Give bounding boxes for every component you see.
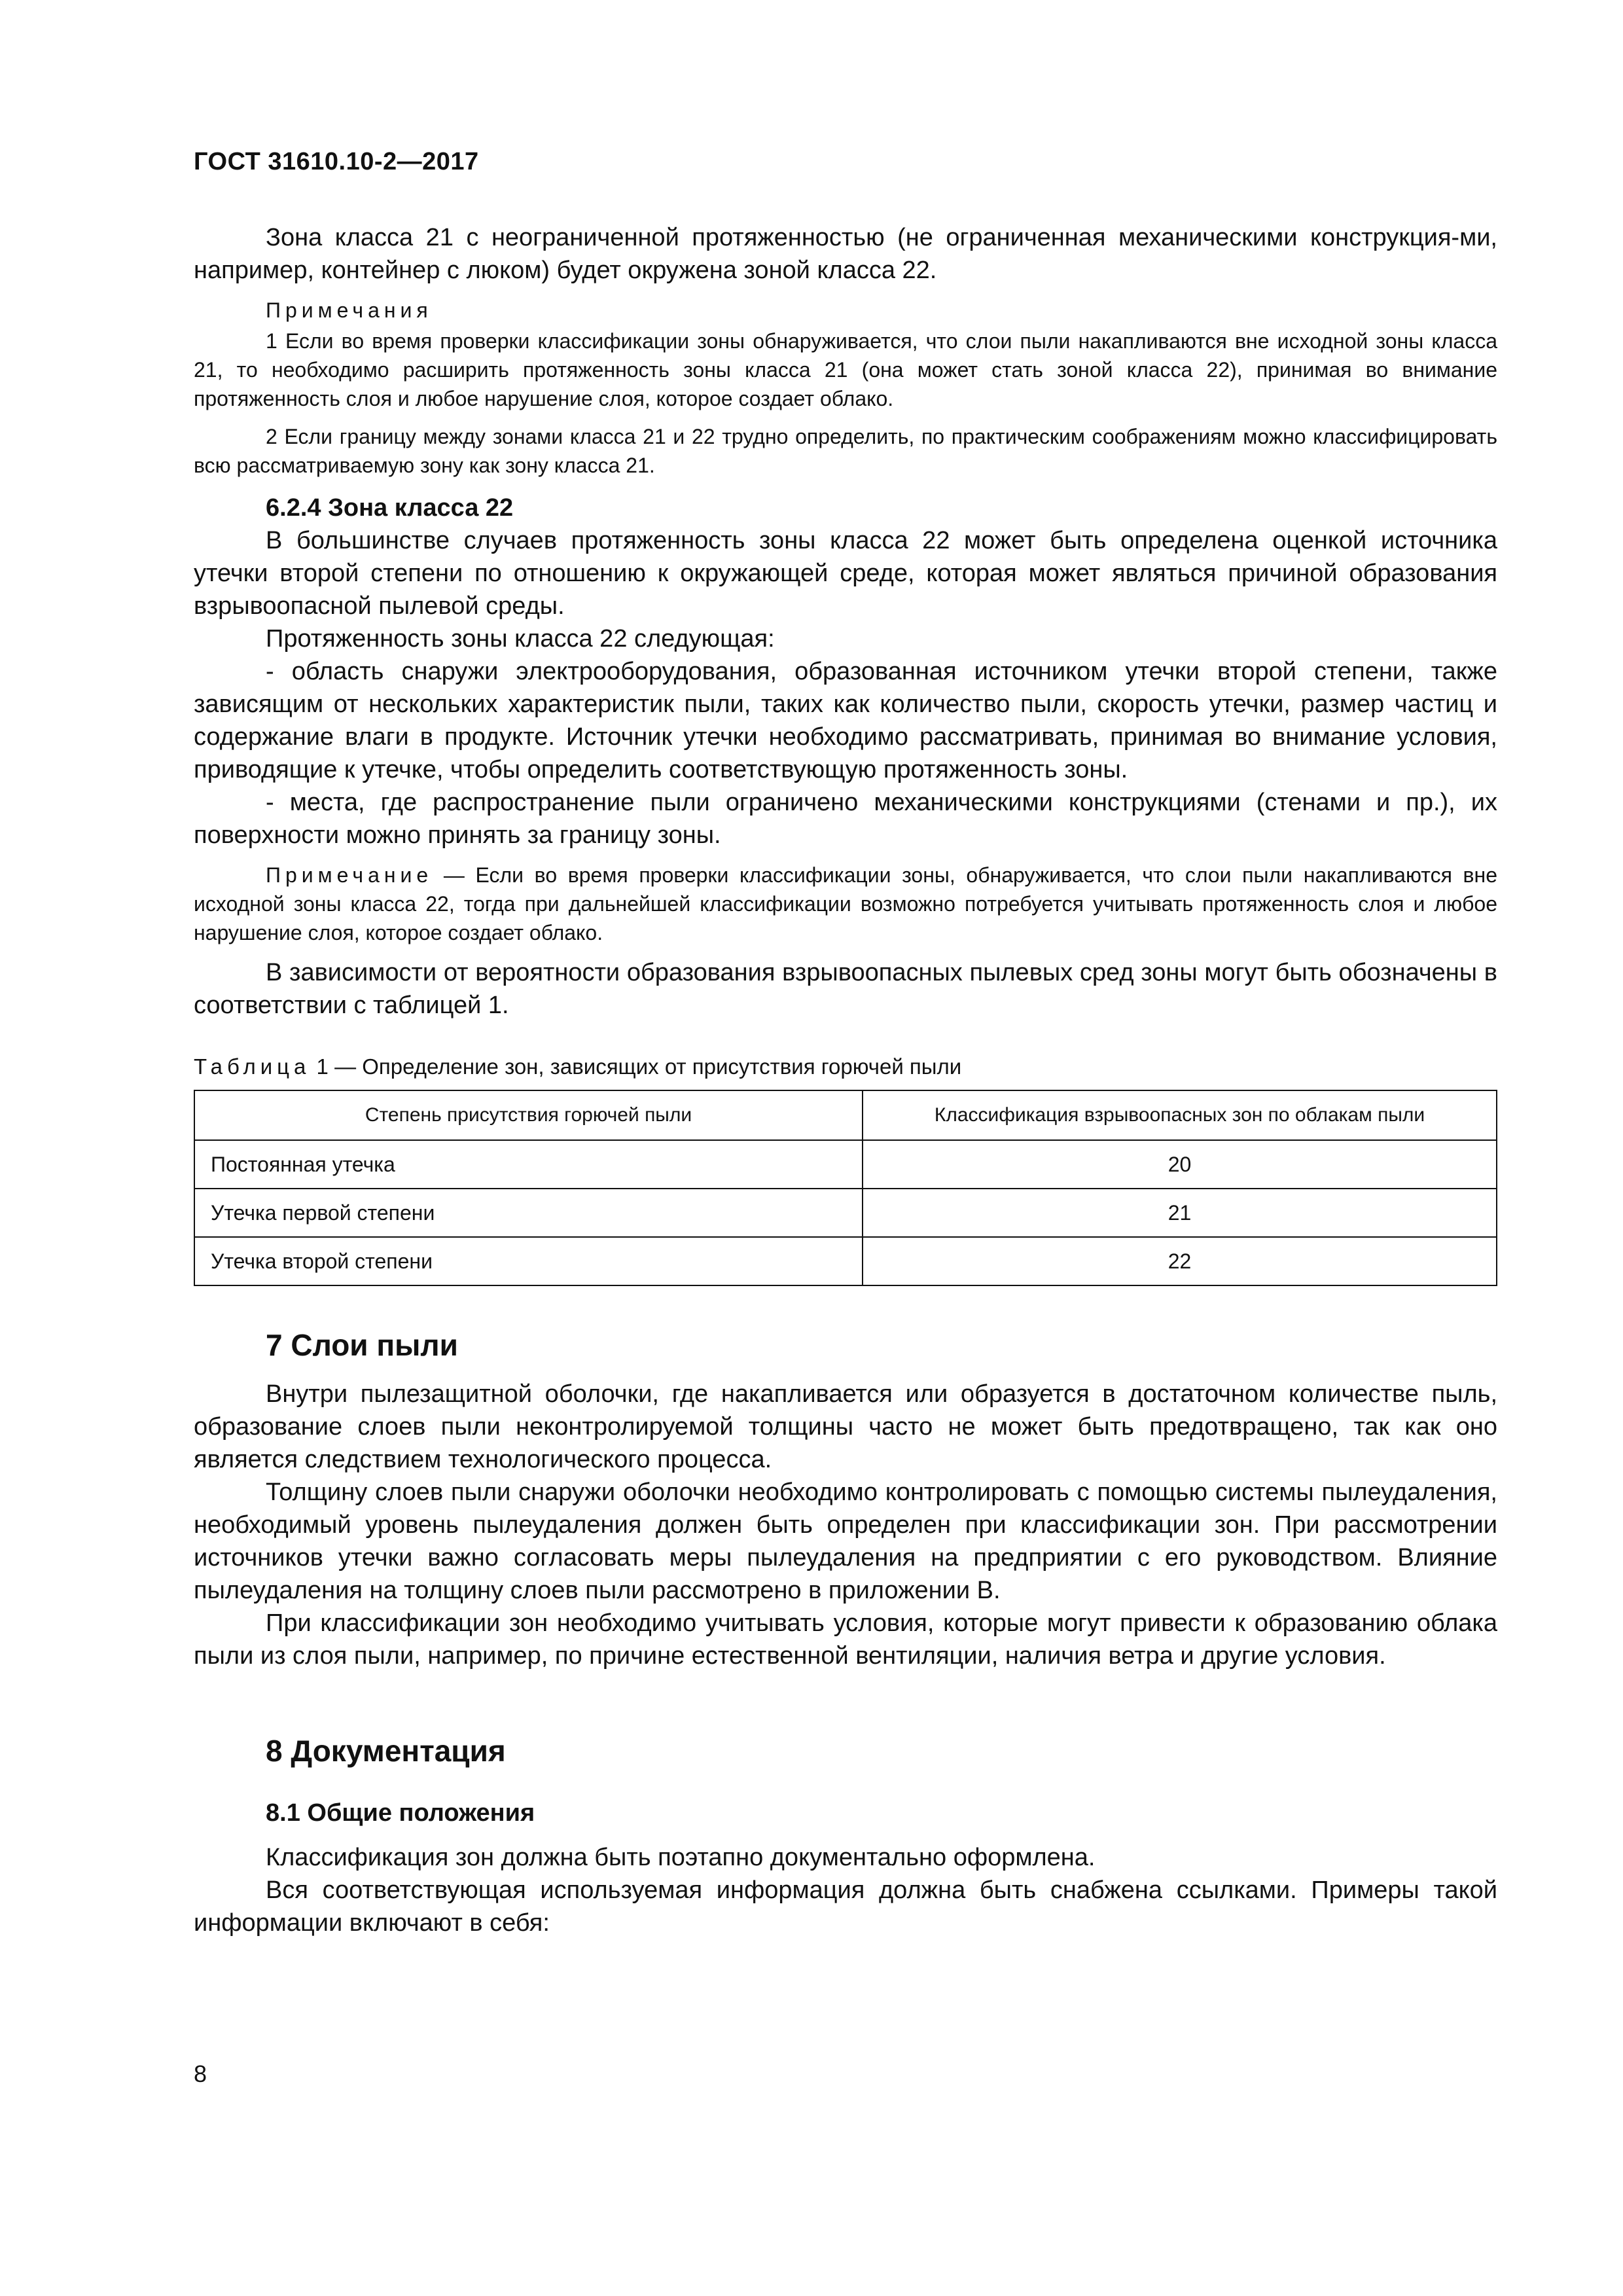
table-cell: Постоянная утечка [194,1140,863,1189]
table-row [194,1140,1497,1189]
zone-definition-table [194,1090,1497,1286]
note-label: Примечание [266,863,433,887]
table-cell: 20 [863,1140,1497,1189]
section-8-heading: 8 Документация [266,1734,506,1768]
section-8-1-paragraph-1: Классификация зон должна быть поэтапно документально оформлена. [266,1844,1096,1871]
section-8-1-heading: 8.1 Общие положения [266,1799,535,1827]
section-6-2-4-paragraph-3: В зависимости от вероятности образования взрывоопасных пылевых сред зоны могут быть обозначены в соответствии с таблицей 1. [194,959,1497,1019]
section-7-heading: 7 Слои пыли [266,1328,458,1362]
table-caption-text: 1 — Определение зон, зависящих от присутствия горючей пыли [310,1054,962,1079]
note-1: 1 Если во время проверки классификации зоны обнаруживается, что слои пыли накапливаются вне исходной зоны класса 21, то необходимо расширить протяженность зоны класса 21 (она может стать зоной класса 22), принимая во внимание протяженность слоя и любое нарушение слоя, которое создает облако. [194,329,1497,410]
table-header-cell: Классификация взрывоопасных зон по облакам пыли [863,1090,1497,1140]
note-2: 2 Если границу между зонами класса 21 и 22 трудно определить, по практическим соображениям можно классифицировать всю рассматриваемую зону как зону класса 21. [194,425,1497,477]
section-6-2-4-paragraph-1: В большинстве случаев протяженность зоны класса 22 может быть определена оценкой источника утечки второй степени по отношению к окружающей среде, которая может являться причиной образования взрывоопасной пылевой среды. [194,527,1497,620]
document-id-header: ГОСТ 31610.10-2—2017 [194,148,479,175]
section-7-paragraph-2: Толщину слоев пыли снаружи оболочки необходимо контролировать с помощью системы пылеудаления, необходимый уровень пылеудаления должен быть определен при классификации зон. При рассмотрении источников утечки важно согласовать меры пылеудаления на предприятии с его руководством. Влияние пылеудаления на толщину слоев пыли рассмотрено в приложении В. [194,1479,1497,1604]
section-6-2-4-paragraph-2: Протяженность зоны класса 22 следующая: [266,625,775,653]
section-6-2-4-heading: 6.2.4 Зона класса 22 [266,494,514,522]
section-6-2-4-note [194,861,1497,947]
notes-title: Примечания [266,298,433,322]
table-header-row [194,1090,1497,1140]
intro-paragraph: Зона класса 21 с неограниченной протяженностью (не ограниченная механическими конструкция-ми, например, контейнер с люком) будет окружена зоной класса 22. [194,224,1497,284]
table-row [194,1237,1497,1285]
table-1-caption [194,1054,1497,1079]
note-text: — Если во время проверки классификации зоны, обнаруживается, что слои пыли накапливаются вне исходной зоны класса 22, тогда при дальнейшей классификации возможно потребуется учитывать протяженность слоя и любое нарушение слоя, которое создает облако. [194,863,1497,944]
table-cell: 21 [863,1189,1497,1237]
table-cell: Утечка второй степени [194,1237,863,1285]
section-8-1-paragraph-2: Вся соответствующая используемая информация должна быть снабжена ссылками. Примеры такой информации включают в себя: [194,1876,1497,1937]
table-cell: Утечка первой степени [194,1189,863,1237]
table-row [194,1189,1497,1237]
table-caption-label: Таблица [194,1054,311,1079]
table-header-cell: Степень присутствия горючей пыли [194,1090,863,1140]
section-6-2-4-bullet-2: - места, где распространение пыли ограничено механическими конструкциями (стенами и пр.), их поверхности можно принять за границу зоны. [194,789,1497,849]
page-content [194,221,1497,1939]
section-7-paragraph-1: Внутри пылезащитной оболочки, где накапливается или образуется в достаточном количестве пыль, образование слоев пыли неконтролируемой толщины часто не может быть предотвращено, так как оно является следствием технологического процесса. [194,1380,1497,1473]
section-7-paragraph-3: При классификации зон необходимо учитывать условия, которые могут привести к образованию облака пыли из слоя пыли, например, по причине естественной вентиляции, наличия ветра и другие условия. [194,1609,1497,1670]
page-number: 8 [194,2060,207,2087]
table-cell: 22 [863,1237,1497,1285]
section-6-2-4-bullet-1: - область снаружи электрооборудования, образованная источником утечки второй степени, также зависящим от нескольких характеристик пыли, таких как количество пыли, скорость утечки, размер частиц и содержание влаги в продукте. Источник утечки необходимо рассматривать, принимая во внимание условия, приводящие к утечке, чтобы определить соответствующую протяженность зоны. [194,658,1497,783]
